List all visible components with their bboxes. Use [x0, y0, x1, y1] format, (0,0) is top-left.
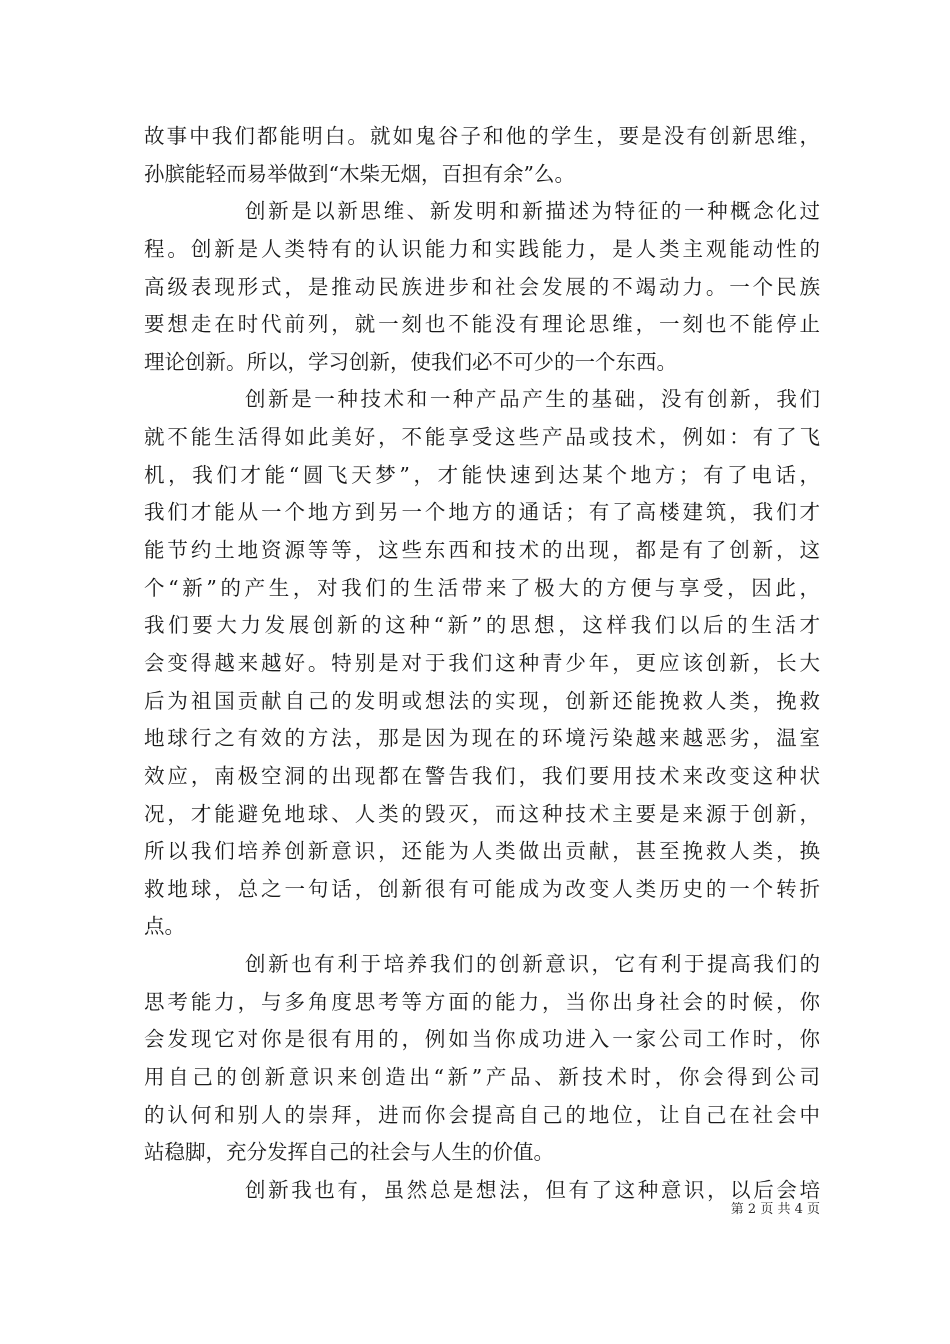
text-line: 后为祖国贡献自己的发明或想法的实现，创新还能挽救人类，挽救 [144, 688, 820, 713]
text-line: 创新我也有，虽然总是想法，但有了这种意识，以后会培 [245, 1177, 820, 1202]
text-line: 程。创新是人类特有的认识能力和实践能力，是人类主观能动性的 [144, 236, 820, 261]
text-line: 点。 [144, 914, 185, 939]
text-line: 要想走在时代前列，就一刻也不能没有理论思维，一刻也不能停止 [144, 312, 820, 337]
text-line: 站稳脚，充分发挥自己的社会与人生的价值。 [144, 1140, 554, 1165]
page-number-footer: 第 2 页 共 4 页 [730, 1202, 820, 1217]
text-line: 高级表现形式，是推动民族进步和社会发展的不竭动力。一个民族 [144, 274, 820, 299]
text-line: 创新是以新思维、新发明和新描述为特征的一种概念化过 [245, 199, 820, 224]
text-line: 会变得越来越好。特别是对于我们这种青少年，更应该创新，长大 [144, 650, 820, 675]
text-line: 创新也有利于培养我们的创新意识，它有利于提高我们的 [245, 952, 820, 977]
text-line: 我们要大力发展创新的这种“新”的思想，这样我们以后的生活才 [144, 613, 820, 638]
text-line: 所以我们培养创新意识，还能为人类做出贡献，甚至挽救人类，换 [144, 839, 820, 864]
text-line: 理论创新。所以，学习创新，使我们必不可少的一个东西。 [144, 349, 677, 374]
text-line: 就不能生活得如此美好，不能享受这些产品或技术，例如：有了飞 [144, 425, 820, 450]
text-line: 的认何和别人的崇拜，进而你会提高自己的地位，让自己在社会中 [144, 1102, 820, 1127]
text-line: 地球行之有效的方法，那是因为现在的环境污染越来越恶劣，温室 [144, 726, 820, 751]
text-line: 救地球，总之一句话，创新很有可能成为改变人类历史的一个转折 [144, 876, 820, 901]
text-line: 创新是一种技术和一种产品产生的基础，没有创新，我们 [245, 387, 820, 412]
text-line: 个“新”的产生，对我们的生活带来了极大的方便与享受，因此， [144, 575, 820, 600]
text-line: 我们才能从一个地方到另一个地方的通话；有了高楼建筑，我们才 [144, 500, 820, 525]
text-line: 孙膑能轻而易举做到“木柴无烟，百担有余”么。 [144, 161, 575, 186]
text-line: 会发现它对你是很有用的，例如当你成功进入一家公司工作时，你 [144, 1027, 820, 1052]
text-line: 能节约土地资源等等，这些东西和技术的出现，都是有了创新，这 [144, 538, 820, 563]
text-line: 思考能力，与多角度思考等方面的能力，当你出身社会的时候，你 [144, 989, 820, 1014]
body-text [144, 118, 820, 1210]
text-line: 故事中我们都能明白。就如鬼谷子和他的学生，要是没有创新思维， [144, 124, 820, 148]
text-line: 用自己的创新意识来创造出“新”产品、新技术时，你会得到公司 [144, 1065, 820, 1090]
text-line: 机，我们才能“圆飞天梦”，才能快速到达某个地方；有了电话， [144, 462, 820, 487]
text-line: 效应，南极空洞的出现都在警告我们，我们要用技术来改变这种状 [144, 763, 820, 788]
text-line: 况，才能避免地球、人类的毁灭，而这种技术主要是来源于创新， [144, 801, 820, 826]
